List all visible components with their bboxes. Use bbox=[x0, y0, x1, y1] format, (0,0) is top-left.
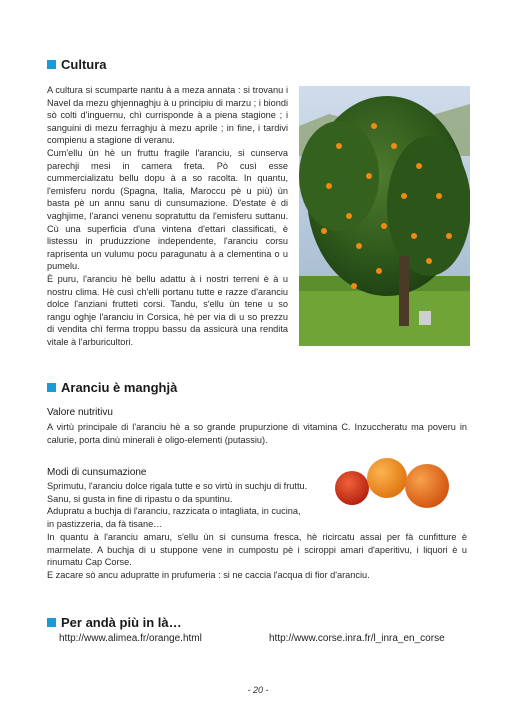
subheading-modi: Modi di cunsumazione bbox=[47, 467, 147, 478]
link-inra[interactable]: http://www.corse.inra.fr/l_inra_en_corse bbox=[269, 633, 445, 644]
page-number: - 20 - bbox=[247, 685, 269, 695]
link-alimea[interactable]: http://www.alimea.fr/orange.html bbox=[59, 633, 202, 644]
text-line: in pastizzeria, da fà tisane… bbox=[47, 518, 163, 529]
valore-text: A virtù principale di l'aranciu hè a so grande prupurzione di vitamina C. Inzuccheratu ma poveru in calurie, porta dinù minerali è oligo-elementi (putassiu). bbox=[47, 422, 467, 445]
section-title: Aranciu è manghjà bbox=[61, 380, 178, 395]
modi-lines bbox=[47, 480, 337, 530]
paragraph: E zacare sò ancu adupratte in prufumeria : si ne caccia l'acqua di fior d'aranciu. bbox=[47, 569, 370, 580]
paragraph: Cum'ellu ùn hè un fruttu fragile l'aranciu, si cunserva parechji mesi in camera freta. Pò cusì esse cummercializatu bellu dopu à a so racolta. In quantu, l'emisferu nordu (Spagna, Italia, Maroccu pè u più) ùn basta pè un annu sanu di cunsumazione. D'estate è di vaghjime, l'aranci venenu sopratuttu da l'emisferu suttanu. Cù una superficia d'una vintena d'ettari classificati, è listessu in pruduzzione independente, l'aranciu corsu raprisenta un vulumu pocu paragunatu à a clementina o u pumelu. bbox=[47, 147, 288, 272]
square-bullet-icon bbox=[47, 383, 56, 392]
orange-tree-photo bbox=[299, 86, 470, 346]
oranges-photo bbox=[330, 448, 455, 518]
section-heading-manghja bbox=[47, 380, 177, 395]
section-heading-cultura bbox=[47, 57, 107, 72]
section-heading-links bbox=[47, 615, 182, 630]
text-line: Sprimutu, l'aranciu dolce rigala tutte e so virtù in suchju di fruttu. bbox=[47, 481, 308, 491]
subheading-valore: Valore nutritivu bbox=[47, 407, 113, 418]
square-bullet-icon bbox=[47, 618, 56, 627]
text-line: Adupratu a buchja di l'aranciu, razzicata o intagliata, in cucina, bbox=[47, 506, 301, 517]
modi-text bbox=[47, 531, 467, 581]
section-title: Cultura bbox=[61, 57, 107, 72]
paragraph: È puru, l'aranciu hè bellu adattu à i nostri terreni è à u nostru clima. Hè cusì ch'elli portanu tutte e razze d'aranciu dolce l'anziani frutteti corsi. Tandu, s'ellu ùn tene u so rangu oghje l'aranciu in Corsica, hè per via di u so prezzu di vendita chì ferma troppu bassu da assicurà una rendita vitale à l'arburicultori. bbox=[47, 273, 288, 347]
text-line: Sanu, si gusta in fine di ripastu o da spuntinu. bbox=[47, 493, 233, 504]
square-bullet-icon bbox=[47, 60, 56, 69]
paragraph: A cultura si scumparte nantu à a meza annata : si trovanu i Navel da mezu ghjennaghju à u principiu di marzu ; i biondi sò colti d'inguernu, chì currisponde à a piena stagione ; i sanguini di mezu ferraghju à mezu aprile ; in fine, i tardivi compienu a stagione di veranu. bbox=[47, 85, 288, 146]
paragraph: In quantu à l'aranciu amaru, s'ellu ùn si cunsuma fresca, hè ricircatu assai per fà cunfitture è marmelate. A buchja di u stuppone vene in cumpostu pè i sciroppi amari d'aperitivu, i liquori è u rinumatu Cap Corse. bbox=[47, 532, 467, 568]
section-title: Per andà più in là… bbox=[61, 615, 182, 630]
cultura-text bbox=[47, 84, 288, 348]
